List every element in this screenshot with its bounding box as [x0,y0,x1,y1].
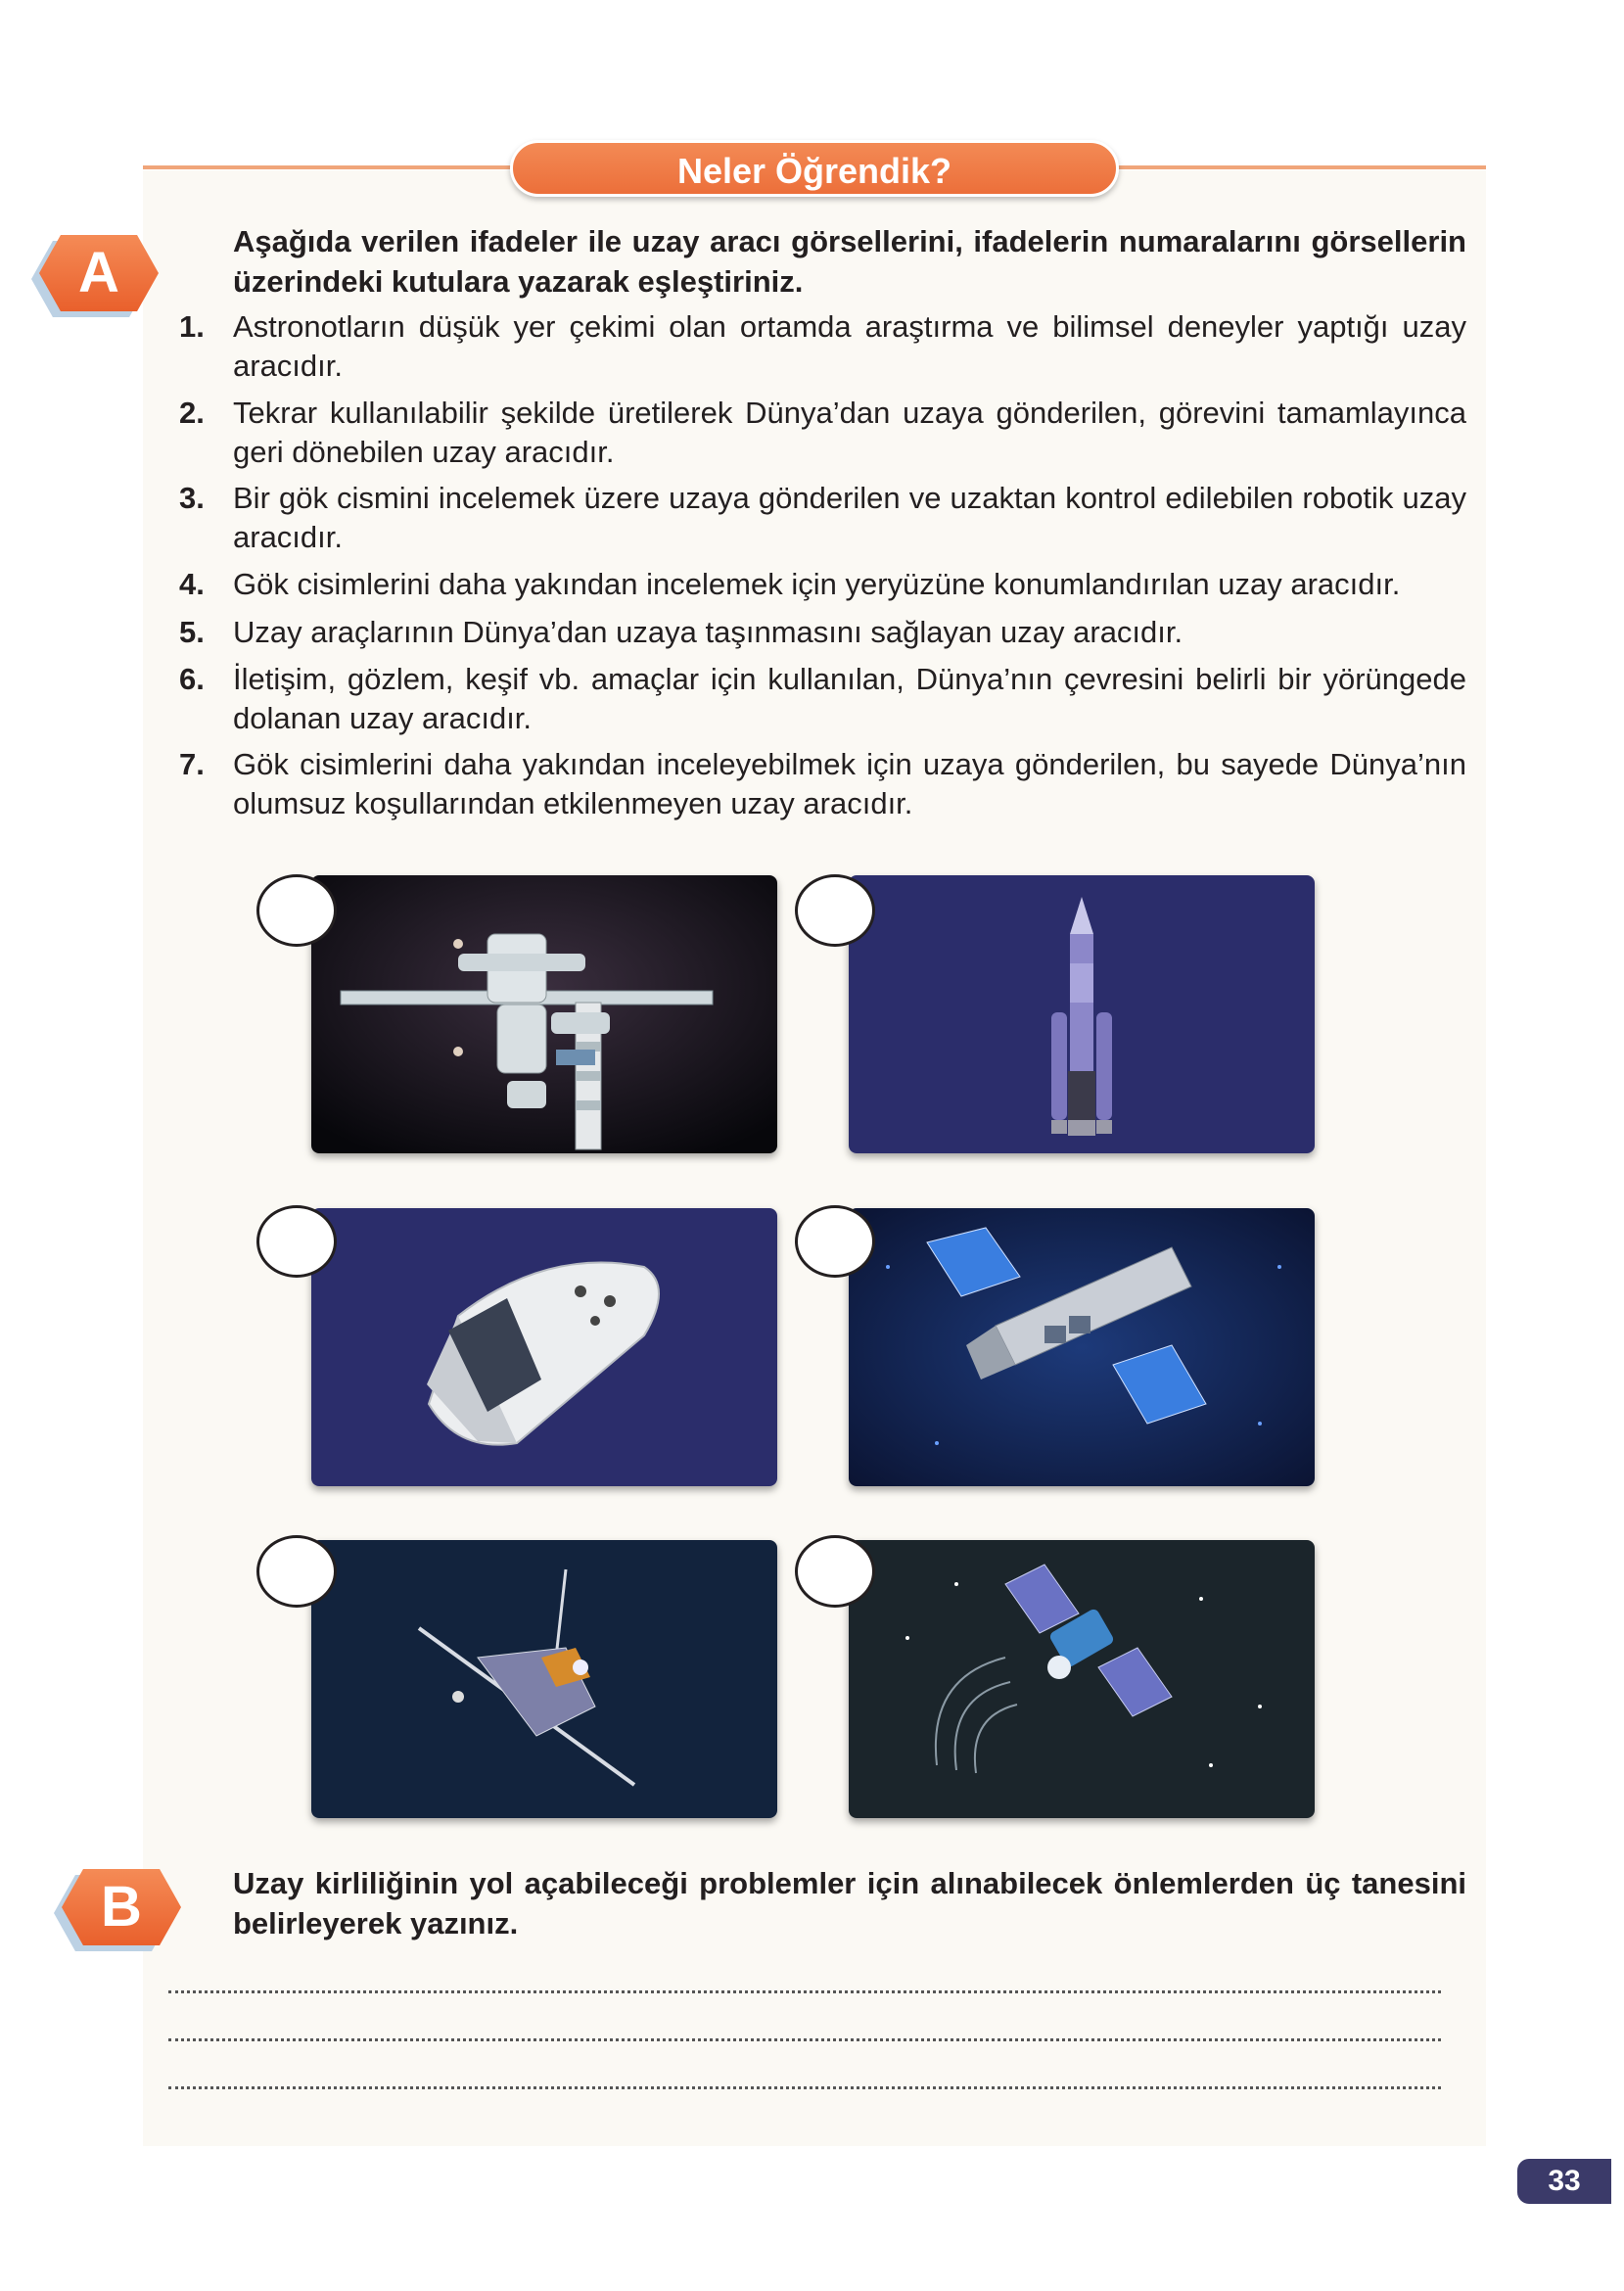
space-probe-image [311,1540,777,1818]
answer-box-5[interactable] [256,1535,337,1608]
answer-box-1[interactable] [256,874,337,947]
answer-line-2[interactable] [168,2038,1441,2041]
answer-box-4[interactable] [795,1205,875,1278]
part-a-badge: A [39,235,159,311]
title-rule-left [143,165,515,169]
space-telescope-image [849,1208,1315,1486]
satellite-image [849,1540,1315,1818]
part-b-question: Uzay kirliliğinin yol açabileceği problemler için alınabilecek önlemlerden üç tanesini belirleyerek yazınız. [233,1866,1466,1940]
space-capsule-image [311,1208,777,1486]
answer-line-1[interactable] [168,1990,1441,1993]
answer-box-2[interactable] [795,874,875,947]
part-a-instruction: Aşağıda verilen ifadeler ile uzay aracı görsellerini, ifadelerin numaralarını görsellerin üzerindeki kutulara yazarak eşleştiriniz. [233,224,1466,299]
space-station-image [311,875,777,1153]
answer-box-3[interactable] [256,1205,337,1278]
section-title: Neler Öğrendik? [510,140,1119,197]
page-number: 33 [1517,2159,1611,2204]
rocket-image [849,875,1315,1153]
title-rule-right [1114,165,1486,169]
part-b-badge: B [62,1869,181,1945]
answer-box-6[interactable] [795,1535,875,1608]
answer-line-3[interactable] [168,2086,1441,2089]
